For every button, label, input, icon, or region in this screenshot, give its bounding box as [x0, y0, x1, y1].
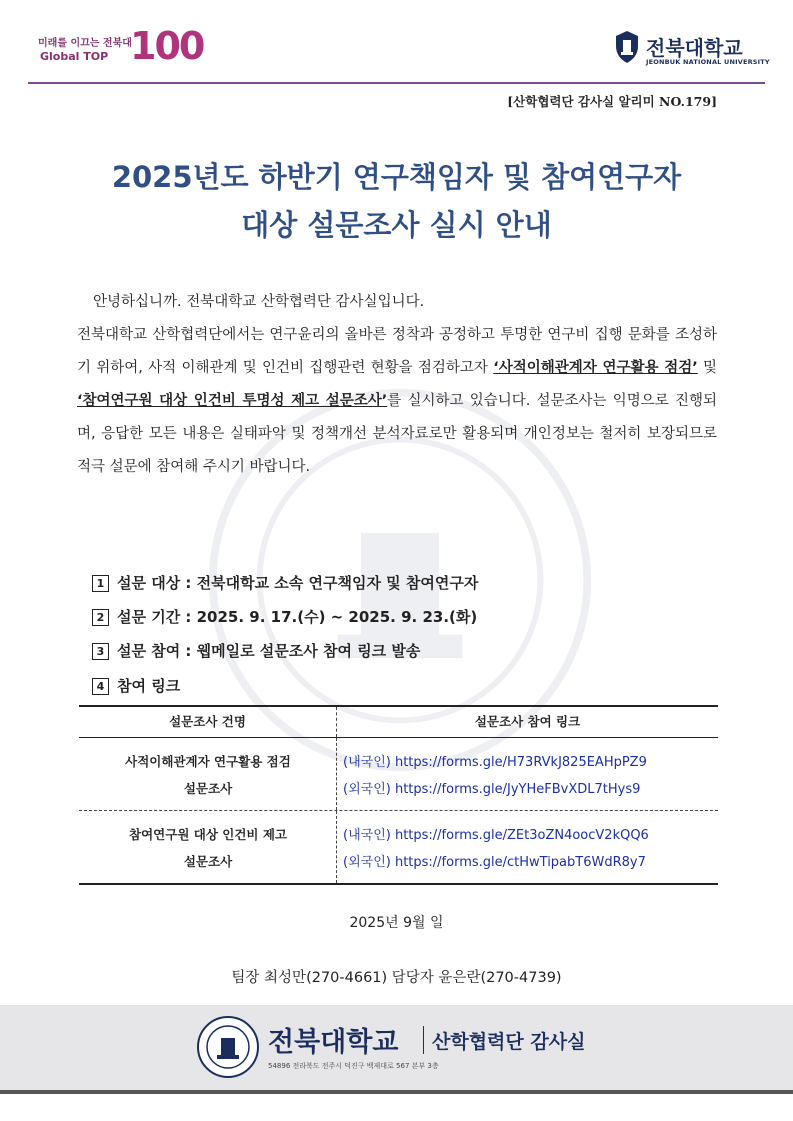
university-logo — [612, 28, 770, 72]
footer-address: 54896 전라북도 전주시 덕진구 백제대로 567 본부 3층 — [268, 1062, 439, 1070]
survey2-title: ‘참여연구원 대상 인건비 투명성 제고 설문조사’ — [77, 393, 388, 409]
body-conj: 및 — [697, 360, 718, 376]
table-header-name: 설문조사 건명 — [79, 707, 337, 737]
item-number-box: 2 — [92, 609, 109, 626]
body-paragraph — [77, 319, 717, 484]
campaign-number: 100 — [130, 24, 204, 68]
university-seal-icon — [197, 1016, 259, 1078]
greeting: 안녕하십니까. 전북대학교 산학협력단 감사실입니다. — [93, 294, 425, 310]
header-divider — [28, 82, 765, 84]
page-title-line2: 대상 설문조사 실시 안내 — [241, 208, 552, 242]
item-text: 설문 대상 : 전북대학교 소속 연구책임자 및 참여연구자 — [117, 574, 479, 592]
body-para-b: 를 실시하고 있습니다. 설문조사는 익명으로 진행되며, 응답한 모든 내용은 실태파악 및 정책개선 분석자료로만 활용되며 개인정보는 철저히 보장되므로 적극 설문에 참여해 주시기 바랍니다. — [77, 393, 717, 475]
table-cell-survey-name — [79, 738, 337, 810]
item-number-box: 4 — [92, 678, 109, 695]
table-cell-links — [337, 811, 718, 883]
link-domestic[interactable]: (내국인) https://forms.gle/ZEt3oZN4oocV2kQQ6 — [343, 828, 649, 843]
item-text: 설문 기간 : 2025. 9. 17.(수) ~ 2025. 9. 23.(화) — [117, 608, 478, 626]
table-header-row — [79, 705, 718, 738]
item-target — [92, 572, 478, 593]
survey-name-line2: 설문조사 — [183, 854, 233, 869]
item-text: 참여 링크 — [117, 677, 181, 695]
survey-links-table — [79, 705, 718, 885]
body-text — [77, 286, 717, 484]
footer-divider — [423, 1026, 424, 1054]
link-domestic[interactable]: (내국인) https://forms.gle/H73RVkJ825EAHpPZ9 — [343, 755, 647, 770]
contact-info: 팀장 최성만(270-4661) 담당자 윤은란(270-4739) — [231, 970, 562, 986]
item-text: 설문 참여 : 웹메일로 설문조사 참여 링크 발송 — [117, 642, 421, 660]
page-title-line1: 2025년도 하반기 연구책임자 및 참여연구자 — [111, 160, 682, 194]
item-links — [92, 675, 180, 696]
table-cell-links — [337, 738, 718, 810]
table-row — [79, 738, 718, 811]
body-para-a: 전북대학교 산학협력단에서는 연구윤리의 올바른 정착과 공정하고 투명한 연구비 집행 문화를 조성하기 위하여, 사적 이해관계 및 인건비 집행관련 현황을 점검하고자 — [77, 327, 717, 376]
footer-bottom-bar — [0, 1090, 793, 1094]
survey-name-line1: 참여연구원 대상 인건비 제고 — [129, 827, 287, 842]
table-header-link: 설문조사 참여 링크 — [474, 714, 581, 729]
university-emblem-icon — [614, 30, 640, 64]
item-number-box: 1 — [92, 575, 109, 592]
item-number-box: 3 — [92, 643, 109, 660]
survey-name-line2: 설문조사 — [183, 781, 233, 796]
link-foreign[interactable]: (외국인) https://forms.gle/ctHwTipabT6WdR8y7 — [343, 855, 646, 870]
footer-department: 산학협력단 감사실 — [432, 1031, 586, 1053]
university-name: 전북대학교 — [646, 36, 743, 60]
footer-university-name: 전북대학교 — [268, 1027, 399, 1058]
campaign-logo — [38, 24, 204, 72]
notice-date: 2025년 9월 일 — [349, 915, 444, 931]
notice-number: [산학협력단 감사실 알리미 NO.179] — [507, 94, 717, 109]
item-participation — [92, 640, 420, 661]
survey1-title: ‘사적이해관계자 연구활용 점검’ — [493, 360, 698, 376]
table-cell-survey-name — [79, 811, 337, 883]
campaign-slogan: 미래를 이끄는 전북대 — [38, 38, 132, 49]
campaign-subtitle: Global TOP — [40, 50, 109, 63]
university-name-en: JEONBUK NATIONAL UNIVERSITY — [646, 58, 770, 66]
table-row — [79, 811, 718, 885]
item-period — [92, 606, 477, 627]
survey-name-line1: 사적이해관계자 연구활용 점검 — [125, 754, 291, 769]
link-foreign[interactable]: (외국인) https://forms.gle/JyYHeFBvXDL7tHys9 — [343, 782, 641, 797]
